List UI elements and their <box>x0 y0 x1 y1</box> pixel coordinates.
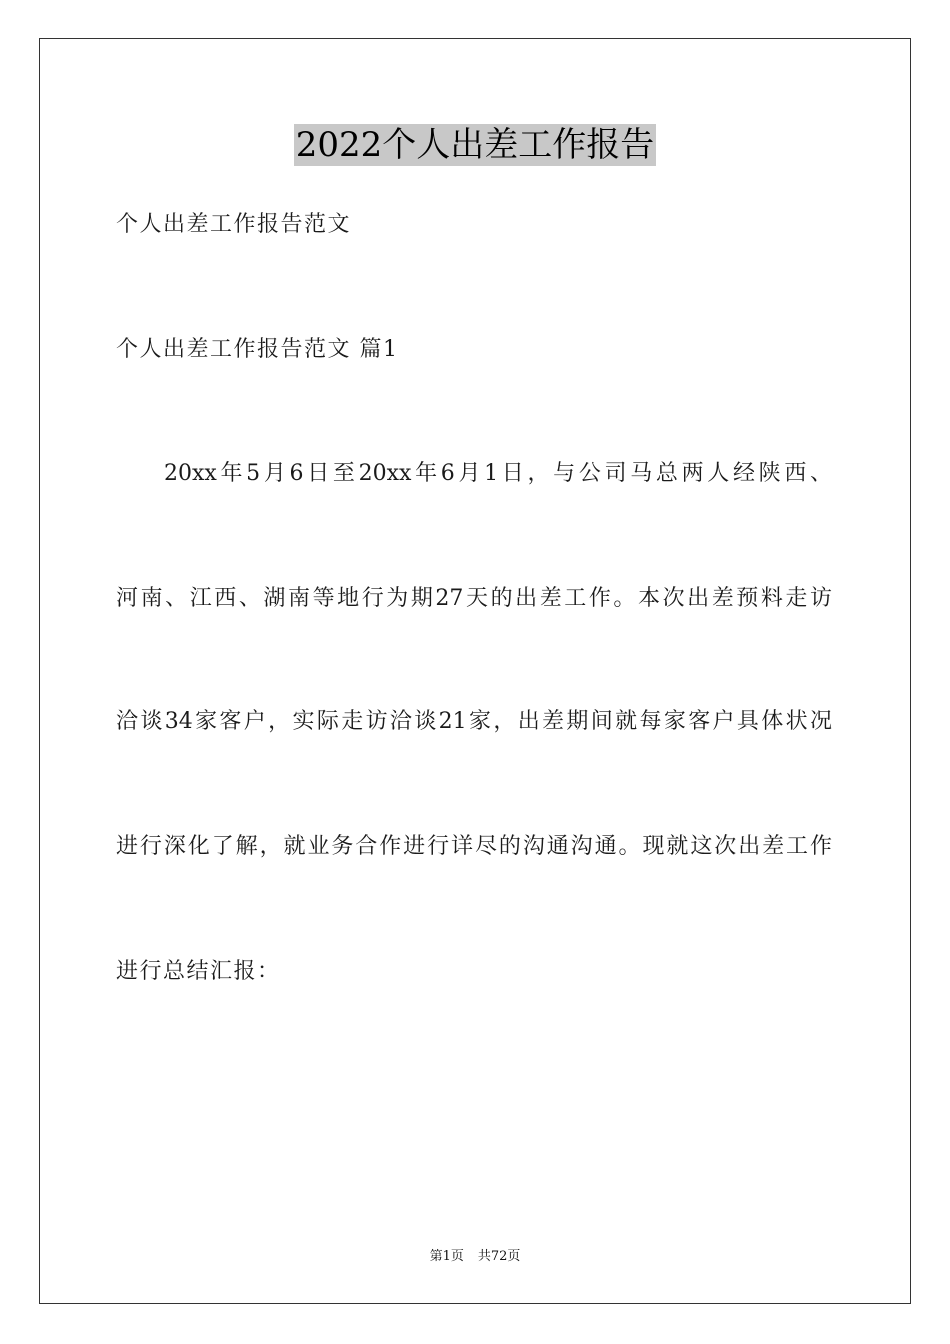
page-footer <box>0 1248 950 1266</box>
body-line-1: 20xx年5月6日至20xx年6月1日，与公司马总两人经陕西、 <box>164 461 832 486</box>
document-title-text: 2022个人出差工作报告 <box>295 125 655 165</box>
document-title <box>0 124 950 166</box>
page-total: 共72页 <box>477 1249 521 1264</box>
body-line-5: 进行总结汇报： <box>116 959 281 984</box>
section-heading: 个人出差工作报告范文 篇1 <box>116 337 399 362</box>
body-line-2: 河南、江西、湖南等地行为期27天的出差工作。本次出差预料走访 <box>116 586 832 611</box>
document-subtitle: 个人出差工作报告范文 <box>116 212 352 237</box>
body-line-4: 进行深化了解，就业务合作进行详尽的沟通沟通。现就这次出差工作 <box>116 834 832 859</box>
page-number: 第1页 <box>429 1249 464 1264</box>
body-line-3: 洽谈34家客户，实际走访洽谈21家，出差期间就每家客户具体状况 <box>116 709 832 734</box>
